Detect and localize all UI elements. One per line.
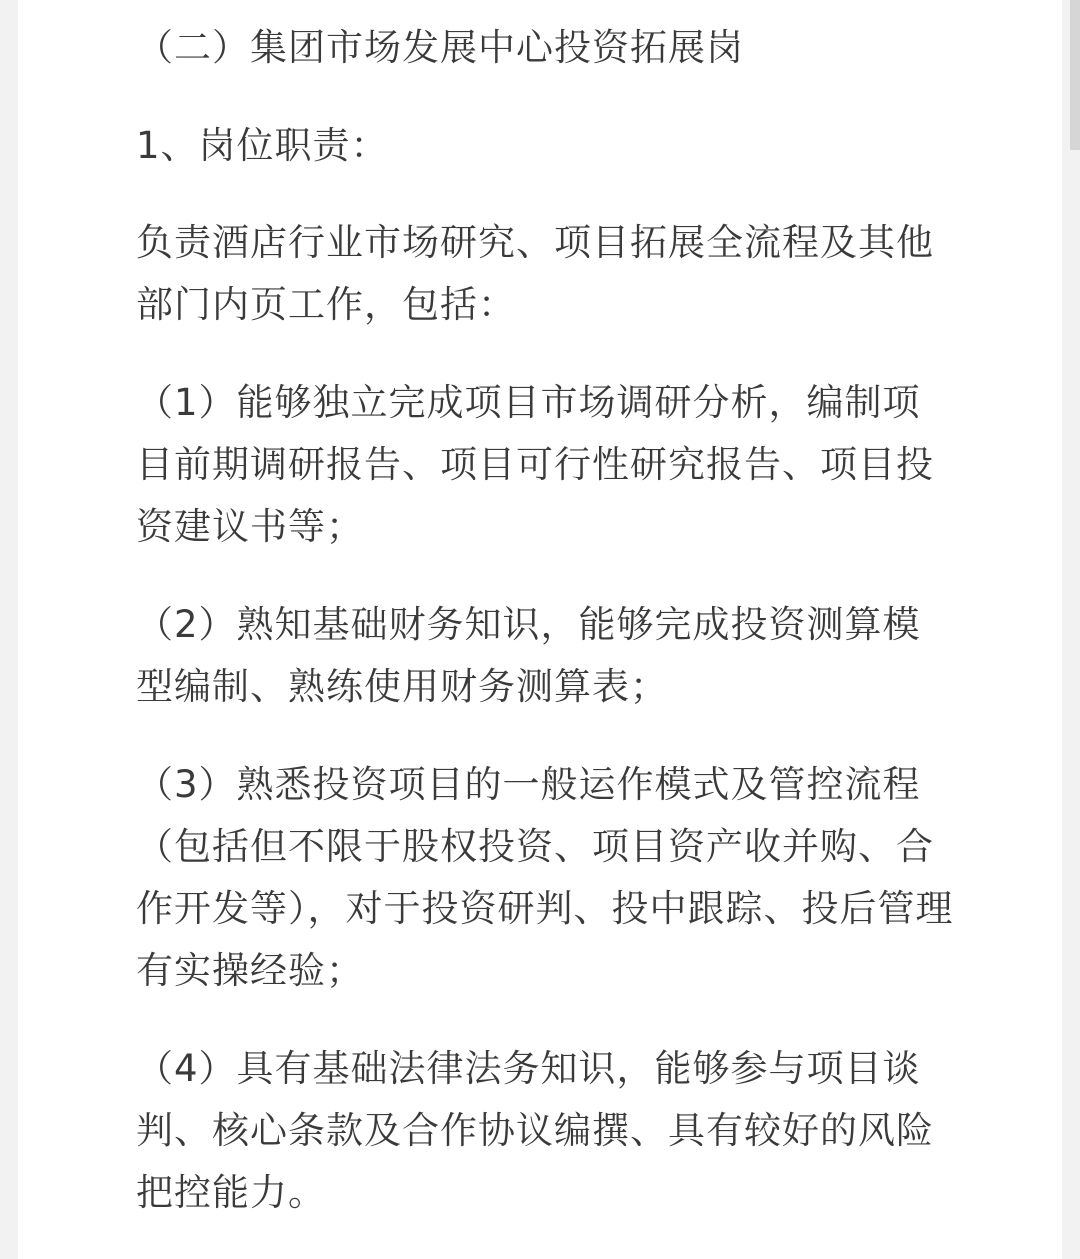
section-heading: （二）集团市场发展中心投资拓展岗 — [136, 26, 744, 69]
duty-item-3: （3）熟悉投资项目的一般运作模式及管控流程（包括但不限于股权投资、项目资产收并购、合作开发等），对于投资研判、投中跟踪、投后管理有实操经验； — [136, 763, 954, 992]
duty-item-2: （2）熟知基础财务知识，能够完成投资测算模型编制、熟练使用财务测算表； — [136, 603, 921, 708]
duty-item-1: （1）能够独立完成项目市场调研分析，编制项目前期调研报告、项目可行性研究报告、项目投资建议书等； — [136, 381, 934, 548]
duty-item-4: （4）具有基础法律法务知识，能够参与项目谈判、核心条款及合作协议编撰、具有较好的风险把控能力。 — [136, 1047, 934, 1214]
article-page — [18, 0, 1062, 1259]
duty-title: 1、岗位职责： — [136, 124, 389, 167]
duty-intro: 负责酒店行业市场研究、项目拓展全流程及其他部门内页工作，包括： — [136, 221, 934, 326]
scrollbar-thumb[interactable] — [1070, 0, 1080, 150]
